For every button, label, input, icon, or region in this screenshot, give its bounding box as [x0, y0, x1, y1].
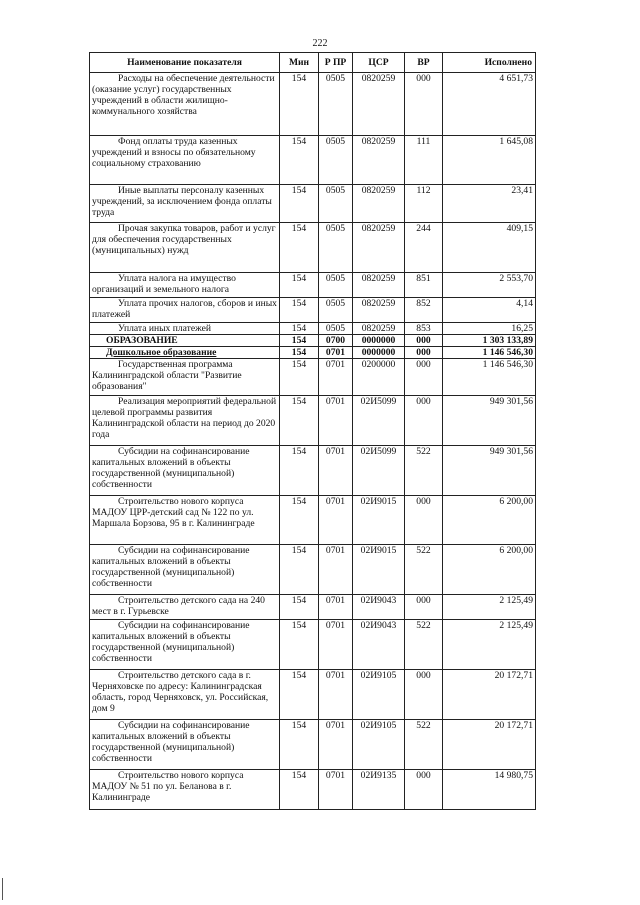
row-name-text: Субсидии на софинансирование капитальных вложений в объекты государственной (муниципальной) собственности — [92, 720, 250, 764]
row-min-cell: 154 — [280, 595, 319, 620]
row-name-cell — [90, 273, 280, 298]
row-amount-cell: 23,41 — [443, 185, 536, 223]
row-name-text: Иные выплаты персоналу казенных учреждений, за исключением фонда оплаты труда — [92, 185, 272, 218]
row-csr-cell: 0820259 — [353, 323, 405, 335]
row-vr-cell: 000 — [405, 396, 443, 446]
table-row — [90, 298, 536, 323]
table-row — [90, 396, 536, 446]
table-row — [90, 323, 536, 335]
row-vr-cell: 522 — [405, 720, 443, 770]
row-rpr-cell: 0505 — [319, 73, 353, 136]
row-name-text: Прочая закупка товаров, работ и услуг для обеспечения государственных (муниципальных) нужд — [92, 223, 276, 256]
row-rpr-cell: 0505 — [319, 136, 353, 185]
table-row — [90, 347, 536, 359]
row-amount-cell: 16,25 — [443, 323, 536, 335]
table-row — [90, 185, 536, 223]
row-name-cell — [90, 670, 280, 720]
row-name-text: Строительство детского сада на 240 мест в г. Гурьевске — [92, 595, 265, 617]
row-vr-cell: 112 — [405, 185, 443, 223]
row-vr-cell: 000 — [405, 770, 443, 810]
table-row — [90, 273, 536, 298]
row-name-text: Субсидии на софинансирование капитальных вложений в объекты государственной (муниципальной) собственности — [92, 446, 250, 490]
row-amount-cell: 949 301,56 — [443, 396, 536, 446]
row-name-text: Уплата иных платежей — [118, 323, 212, 334]
row-rpr-cell: 0701 — [319, 595, 353, 620]
row-amount-cell: 6 200,00 — [443, 545, 536, 595]
table-row — [90, 335, 536, 347]
row-vr-cell: 000 — [405, 496, 443, 545]
row-amount-cell: 4,14 — [443, 298, 536, 323]
row-name-cell — [90, 496, 280, 545]
row-name-text: Уплата прочих налогов, сборов и иных платежей — [92, 298, 277, 320]
table-row — [90, 73, 536, 136]
row-vr-cell: 244 — [405, 223, 443, 273]
row-vr-cell: 000 — [405, 359, 443, 396]
row-rpr-cell: 0700 — [319, 335, 353, 347]
header-amount: Исполнено — [443, 53, 536, 73]
table-row — [90, 223, 536, 273]
row-name-cell — [90, 396, 280, 446]
row-min-cell: 154 — [280, 620, 319, 670]
row-name-text: Уплата налога на имущество организаций и земельного налога — [92, 273, 236, 295]
row-rpr-cell: 0505 — [319, 223, 353, 273]
row-name-cell — [90, 323, 280, 335]
row-min-cell: 154 — [280, 496, 319, 545]
row-csr-cell: 02И9105 — [353, 720, 405, 770]
row-csr-cell: 02И5099 — [353, 446, 405, 496]
row-min-cell: 154 — [280, 73, 319, 136]
row-name-cell — [90, 595, 280, 620]
row-vr-cell: 852 — [405, 298, 443, 323]
row-name-cell — [90, 185, 280, 223]
budget-table — [89, 52, 536, 810]
row-rpr-cell: 0701 — [319, 620, 353, 670]
row-vr-cell: 522 — [405, 446, 443, 496]
row-name-cell — [90, 73, 280, 136]
row-name-cell — [90, 136, 280, 185]
row-amount-cell: 1 146 546,30 — [443, 359, 536, 396]
row-csr-cell: 02И9015 — [353, 545, 405, 595]
row-name-cell — [90, 720, 280, 770]
row-min-cell: 154 — [280, 335, 319, 347]
row-rpr-cell: 0701 — [319, 770, 353, 810]
row-name-cell — [90, 298, 280, 323]
row-min-cell: 154 — [280, 273, 319, 298]
row-rpr-cell: 0701 — [319, 545, 353, 595]
row-amount-cell: 4 651,73 — [443, 73, 536, 136]
row-min-cell: 154 — [280, 185, 319, 223]
row-csr-cell: 02И5099 — [353, 396, 405, 446]
row-min-cell: 154 — [280, 545, 319, 595]
row-name-text: Реализация мероприятий федеральной целевой программы развития Калининградской области на период до 2020 года — [92, 396, 277, 440]
row-min-cell: 154 — [280, 223, 319, 273]
row-csr-cell: 0000000 — [353, 347, 405, 359]
row-amount-cell: 2 125,49 — [443, 595, 536, 620]
row-amount-cell: 2 125,49 — [443, 620, 536, 670]
row-name-cell — [90, 335, 280, 347]
row-name-cell — [90, 223, 280, 273]
row-amount-cell: 1 146 546,30 — [443, 347, 536, 359]
row-csr-cell: 0200000 — [353, 359, 405, 396]
row-min-cell: 154 — [280, 323, 319, 335]
row-rpr-cell: 0701 — [319, 720, 353, 770]
row-amount-cell: 6 200,00 — [443, 496, 536, 545]
header-min: Мин — [280, 53, 319, 73]
row-vr-cell: 000 — [405, 670, 443, 720]
row-name-cell — [90, 620, 280, 670]
row-csr-cell: 0000000 — [353, 335, 405, 347]
row-name-text: Расходы на обеспечение деятельности (оказание услуг) государственных учреждений в области жилищно-коммунального хозяйства — [92, 73, 275, 117]
row-min-cell: 154 — [280, 359, 319, 396]
table-row — [90, 496, 536, 545]
row-csr-cell: 0820259 — [353, 223, 405, 273]
row-rpr-cell: 0701 — [319, 396, 353, 446]
header-vr: ВР — [405, 53, 443, 73]
row-rpr-cell: 0701 — [319, 496, 353, 545]
row-csr-cell: 0820259 — [353, 136, 405, 185]
table-row — [90, 770, 536, 810]
row-vr-cell: 522 — [405, 620, 443, 670]
row-name-cell — [90, 347, 280, 359]
row-amount-cell: 2 553,70 — [443, 273, 536, 298]
row-amount-cell: 409,15 — [443, 223, 536, 273]
row-rpr-cell: 0505 — [319, 323, 353, 335]
row-csr-cell: 0820259 — [353, 298, 405, 323]
table-row — [90, 670, 536, 720]
row-min-cell: 154 — [280, 720, 319, 770]
row-vr-cell: 111 — [405, 136, 443, 185]
row-rpr-cell: 0701 — [319, 446, 353, 496]
row-name-text: Строительство нового корпуса МАДОУ ЦРР-детский сад № 122 по ул. Маршала Борзова, 95 в г. Калининграде — [92, 496, 255, 529]
row-rpr-cell: 0701 — [319, 670, 353, 720]
scan-edge-mark — [2, 878, 3, 900]
row-vr-cell: 000 — [405, 347, 443, 359]
row-name-text: Субсидии на софинансирование капитальных вложений в объекты государственной (муниципальной) собственности — [92, 620, 250, 664]
table-row — [90, 620, 536, 670]
row-csr-cell: 0820259 — [353, 185, 405, 223]
row-amount-cell: 1 303 133,89 — [443, 335, 536, 347]
table-row — [90, 136, 536, 185]
row-name-cell — [90, 359, 280, 396]
row-name-cell — [90, 770, 280, 810]
row-rpr-cell: 0505 — [319, 273, 353, 298]
table-row — [90, 545, 536, 595]
row-vr-cell: 853 — [405, 323, 443, 335]
row-csr-cell: 02И9043 — [353, 595, 405, 620]
row-csr-cell: 02И9043 — [353, 620, 405, 670]
row-name-text: Фонд оплаты труда казенных учреждений и взносы по обязательному социальному страхованию — [92, 136, 256, 169]
row-vr-cell: 000 — [405, 335, 443, 347]
table-row — [90, 446, 536, 496]
row-name-text: Государственная программа Калининградской области "Развитие образования" — [92, 359, 242, 392]
row-amount-cell: 949 301,56 — [443, 446, 536, 496]
row-csr-cell: 0820259 — [353, 73, 405, 136]
row-min-cell: 154 — [280, 396, 319, 446]
row-min-cell: 154 — [280, 670, 319, 720]
row-name-text: Строительство нового корпуса МАДОУ № 51 по ул. Беланова в г. Калининграде — [92, 770, 244, 803]
table-row — [90, 595, 536, 620]
row-csr-cell: 02И9015 — [353, 496, 405, 545]
row-csr-cell: 02И9105 — [353, 670, 405, 720]
row-csr-cell: 0820259 — [353, 273, 405, 298]
table-row — [90, 359, 536, 396]
row-name-cell — [90, 446, 280, 496]
row-name-text: Дошкольное образование — [106, 347, 217, 358]
row-amount-cell: 20 172,71 — [443, 720, 536, 770]
row-name-text: ОБРАЗОВАНИЕ — [106, 335, 178, 346]
row-vr-cell: 000 — [405, 595, 443, 620]
row-csr-cell: 02И9135 — [353, 770, 405, 810]
row-min-cell: 154 — [280, 347, 319, 359]
row-amount-cell: 20 172,71 — [443, 670, 536, 720]
row-name-cell — [90, 545, 280, 595]
row-min-cell: 154 — [280, 298, 319, 323]
header-rpr: Р ПР — [319, 53, 353, 73]
row-name-text: Субсидии на софинансирование капитальных вложений в объекты государственной (муниципальной) собственности — [92, 545, 250, 589]
header-csr: ЦСР — [353, 53, 405, 73]
table-body — [90, 73, 536, 810]
page-number: 222 — [312, 38, 328, 49]
row-vr-cell: 000 — [405, 73, 443, 136]
header-name: Наименование показателя — [90, 53, 280, 73]
row-min-cell: 154 — [280, 446, 319, 496]
row-rpr-cell: 0505 — [319, 185, 353, 223]
row-rpr-cell: 0701 — [319, 347, 353, 359]
row-min-cell: 154 — [280, 136, 319, 185]
row-amount-cell: 1 645,08 — [443, 136, 536, 185]
row-vr-cell: 522 — [405, 545, 443, 595]
row-name-text: Строительство детского сада в г. Черняховске по адресу: Калининградская область, город Черняховск, ул. Российская, дом 9 — [92, 670, 269, 714]
table-header-row — [90, 53, 536, 73]
table-row — [90, 720, 536, 770]
row-min-cell: 154 — [280, 770, 319, 810]
row-vr-cell: 851 — [405, 273, 443, 298]
row-rpr-cell: 0701 — [319, 359, 353, 396]
row-amount-cell: 14 980,75 — [443, 770, 536, 810]
row-rpr-cell: 0505 — [319, 298, 353, 323]
